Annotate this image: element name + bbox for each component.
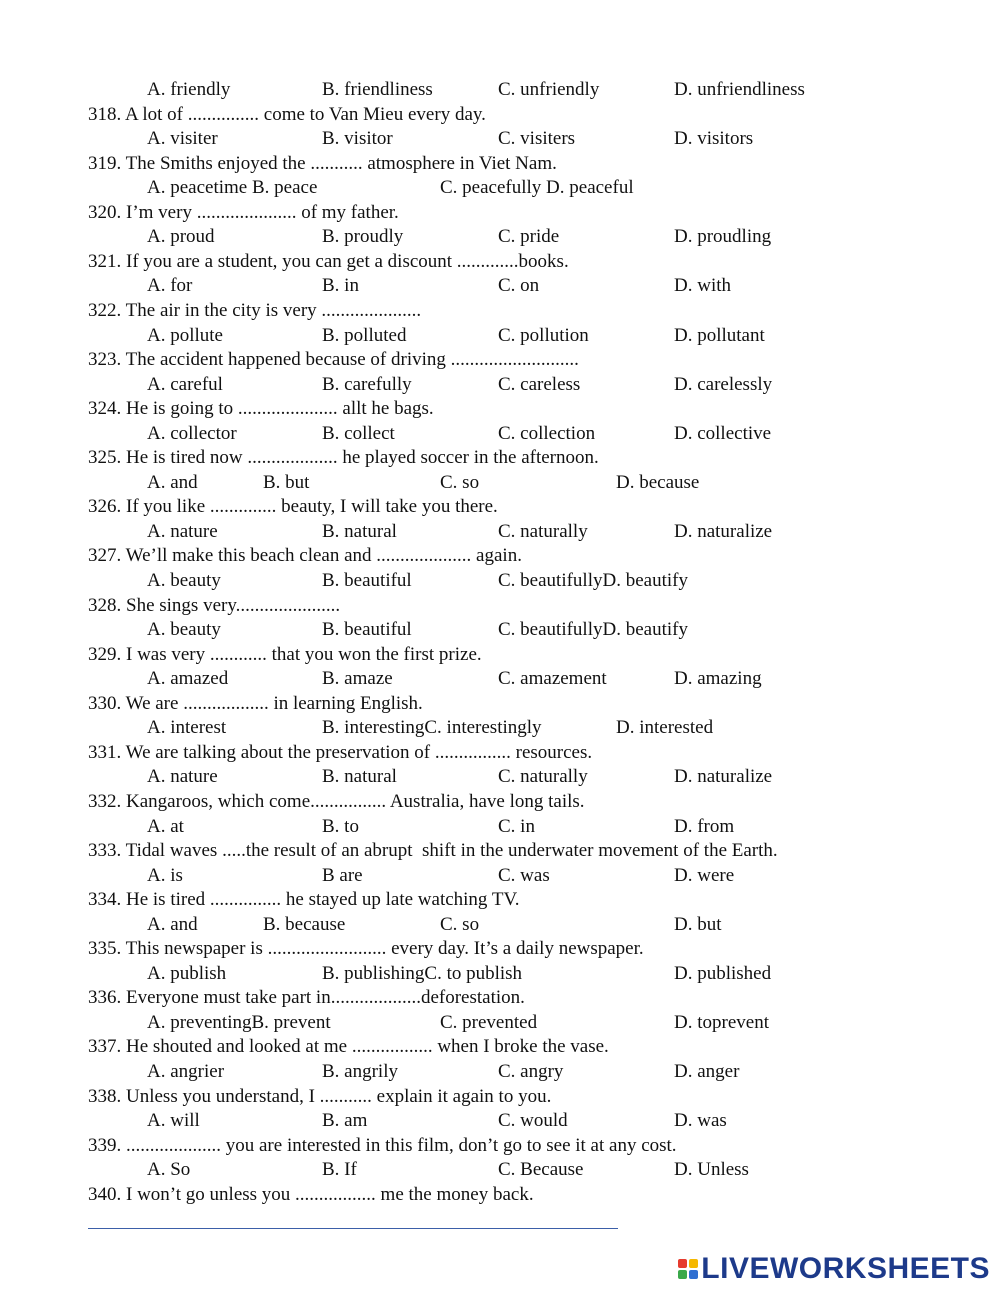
answer-option[interactable]: C. was: [498, 865, 550, 886]
question-text: 336. Everyone must take part in...................deforestation.: [88, 987, 525, 1008]
answer-option[interactable]: A. and: [147, 914, 198, 935]
answer-option[interactable]: D. unfriendliness: [674, 79, 805, 100]
answer-option[interactable]: B. amaze: [322, 668, 393, 689]
answer-option[interactable]: B. angrily: [322, 1061, 398, 1082]
answer-option[interactable]: D. carelessly: [674, 374, 773, 395]
answer-option[interactable]: D. visitors: [674, 128, 754, 149]
answer-option[interactable]: B. because: [263, 914, 346, 935]
answer-option[interactable]: C. collection: [498, 423, 596, 444]
answer-option[interactable]: D. Unless: [674, 1159, 749, 1180]
answer-option[interactable]: A. peacetime B. peace: [147, 177, 318, 198]
answer-option[interactable]: C. on: [498, 275, 540, 296]
question-text: 324. He is going to ..................... allt he bags.: [88, 398, 434, 419]
answer-option[interactable]: A. for: [147, 275, 193, 296]
question-text: 337. He shouted and looked at me ................. when I broke the vase.: [88, 1036, 609, 1057]
answer-option[interactable]: A. careful: [147, 374, 223, 395]
question-text: 320. I’m very ..................... of my father.: [88, 202, 399, 223]
question-text: 335. This newspaper is ......................... every day. It’s a daily newspaper.: [88, 938, 644, 959]
footer-divider: [88, 1228, 618, 1229]
answer-option[interactable]: A. collector: [147, 423, 237, 444]
answer-option[interactable]: C. so: [440, 472, 480, 493]
answer-option[interactable]: C. in: [498, 816, 535, 837]
answer-option[interactable]: A. nature: [147, 766, 218, 787]
answer-option[interactable]: A. is: [147, 865, 183, 886]
answer-option[interactable]: B. If: [322, 1159, 357, 1180]
answer-option[interactable]: B. publishingC. to publish: [322, 963, 523, 984]
answer-option[interactable]: B. beautiful: [322, 619, 412, 640]
answer-option[interactable]: A. will: [147, 1110, 200, 1131]
answer-option[interactable]: B are: [322, 865, 363, 886]
answer-option[interactable]: B. collect: [322, 423, 395, 444]
question-text: 339. .................... you are interested in this film, don’t go to see it at any cost.: [88, 1135, 677, 1156]
answer-option[interactable]: A. beauty: [147, 570, 221, 591]
answer-option[interactable]: C. so: [440, 914, 480, 935]
answer-option[interactable]: D. naturalize: [674, 521, 773, 542]
answer-option[interactable]: B. natural: [322, 766, 397, 787]
answer-option[interactable]: B. proudly: [322, 226, 404, 247]
answer-option[interactable]: C. naturally: [498, 521, 588, 542]
answer-option[interactable]: D. pollutant: [674, 325, 765, 346]
answer-option[interactable]: B. polluted: [322, 325, 407, 346]
answer-option[interactable]: C. peacefully D. peaceful: [440, 177, 634, 198]
question-text: 326. If you like .............. beauty, I will take you there.: [88, 496, 498, 517]
answer-option[interactable]: B. visitor: [322, 128, 393, 149]
answer-option[interactable]: B. friendliness: [322, 79, 433, 100]
answer-option[interactable]: D. were: [674, 865, 735, 886]
answer-option[interactable]: D. from: [674, 816, 735, 837]
answer-option[interactable]: C. pride: [498, 226, 560, 247]
liveworksheets-logo-icon: [678, 1259, 698, 1279]
question-text: 333. Tidal waves .....the result of an abrupt shift in the underwater movement of the Earth.: [88, 840, 778, 861]
logo-text: LIVEWORKSHEETS: [701, 1252, 990, 1285]
answer-option[interactable]: D. amazing: [674, 668, 762, 689]
answer-option[interactable]: C. beautifullyD. beautify: [498, 619, 688, 640]
question-text: 325. He is tired now ................... he played soccer in the afternoon.: [88, 447, 599, 468]
liveworksheets-logo[interactable]: [678, 1252, 990, 1286]
answer-option[interactable]: D. interested: [616, 717, 714, 738]
answer-option[interactable]: D. was: [674, 1110, 727, 1131]
answer-option[interactable]: B. am: [322, 1110, 368, 1131]
question-text: 331. We are talking about the preservation of ................ resources.: [88, 742, 593, 763]
answer-option[interactable]: D. collective: [674, 423, 772, 444]
answer-option[interactable]: B. but: [263, 472, 310, 493]
answer-option[interactable]: C. pollution: [498, 325, 589, 346]
answer-option[interactable]: A. visiter: [147, 128, 218, 149]
question-text: 329. I was very ............ that you won the first prize.: [88, 644, 482, 665]
answer-option[interactable]: C. careless: [498, 374, 581, 395]
question-text: 332. Kangaroos, which come................ Australia, have long tails.: [88, 791, 585, 812]
answer-option[interactable]: C. prevented: [440, 1012, 538, 1033]
answer-option[interactable]: D. proudling: [674, 226, 772, 247]
answer-option[interactable]: A. interest: [147, 717, 227, 738]
answer-option[interactable]: C. would: [498, 1110, 568, 1131]
answer-option[interactable]: A. beauty: [147, 619, 221, 640]
answer-option[interactable]: C. amazement: [498, 668, 607, 689]
answer-option[interactable]: A. preventingB. prevent: [147, 1012, 331, 1033]
answer-option[interactable]: A. amazed: [147, 668, 229, 689]
answer-option[interactable]: C. visiters: [498, 128, 576, 149]
answer-option[interactable]: A. at: [147, 816, 184, 837]
answer-option[interactable]: D. naturalize: [674, 766, 773, 787]
question-text: 327. We’ll make this beach clean and .................... again.: [88, 545, 522, 566]
answer-option[interactable]: A. So: [147, 1159, 191, 1180]
answer-option[interactable]: B. in: [322, 275, 359, 296]
answer-option[interactable]: A. pollute: [147, 325, 223, 346]
answer-option[interactable]: A. friendly: [147, 79, 231, 100]
answer-option[interactable]: A. and: [147, 472, 198, 493]
answer-option[interactable]: C. Because: [498, 1159, 584, 1180]
question-text: 334. He is tired ............... he stayed up late watching TV.: [88, 889, 520, 910]
answer-option[interactable]: D. with: [674, 275, 731, 296]
answer-option[interactable]: B. interestingC. interestingly: [322, 717, 542, 738]
question-text: 318. A lot of ............... come to Van Mieu every day.: [88, 104, 486, 125]
answer-option[interactable]: D. but: [674, 914, 722, 935]
question-text: 322. The air in the city is very .....................: [88, 300, 422, 321]
answer-option[interactable]: D. published: [674, 963, 772, 984]
answer-option[interactable]: B. natural: [322, 521, 397, 542]
answer-option[interactable]: C. unfriendly: [498, 79, 600, 100]
answer-option[interactable]: A. nature: [147, 521, 218, 542]
answer-option[interactable]: D. anger: [674, 1061, 740, 1082]
question-text: 319. The Smiths enjoyed the ........... atmosphere in Viet Nam.: [88, 153, 557, 174]
question-text: 321. If you are a student, you can get a discount .............books.: [88, 251, 569, 272]
answer-option[interactable]: C. naturally: [498, 766, 588, 787]
answer-option[interactable]: B. beautiful: [322, 570, 412, 591]
answer-option[interactable]: C. beautifullyD. beautify: [498, 570, 688, 591]
answer-option[interactable]: B. to: [322, 816, 359, 837]
answer-option[interactable]: A. publish: [147, 963, 227, 984]
answer-option[interactable]: B. carefully: [322, 374, 412, 395]
question-text: 340. I won’t go unless you ................. me the money back.: [88, 1184, 534, 1205]
question-text: 328. She sings very......................: [88, 595, 341, 616]
answer-option[interactable]: D. because: [616, 472, 700, 493]
question-text: 330. We are .................. in learning English.: [88, 693, 423, 714]
question-text: 323. The accident happened because of driving ...........................: [88, 349, 579, 370]
answer-option[interactable]: A. proud: [147, 226, 215, 247]
question-text: 338. Unless you understand, I ........... explain it again to you.: [88, 1086, 552, 1107]
answer-option[interactable]: C. angry: [498, 1061, 564, 1082]
answer-option[interactable]: A. angrier: [147, 1061, 225, 1082]
answer-option[interactable]: D. toprevent: [674, 1012, 769, 1033]
